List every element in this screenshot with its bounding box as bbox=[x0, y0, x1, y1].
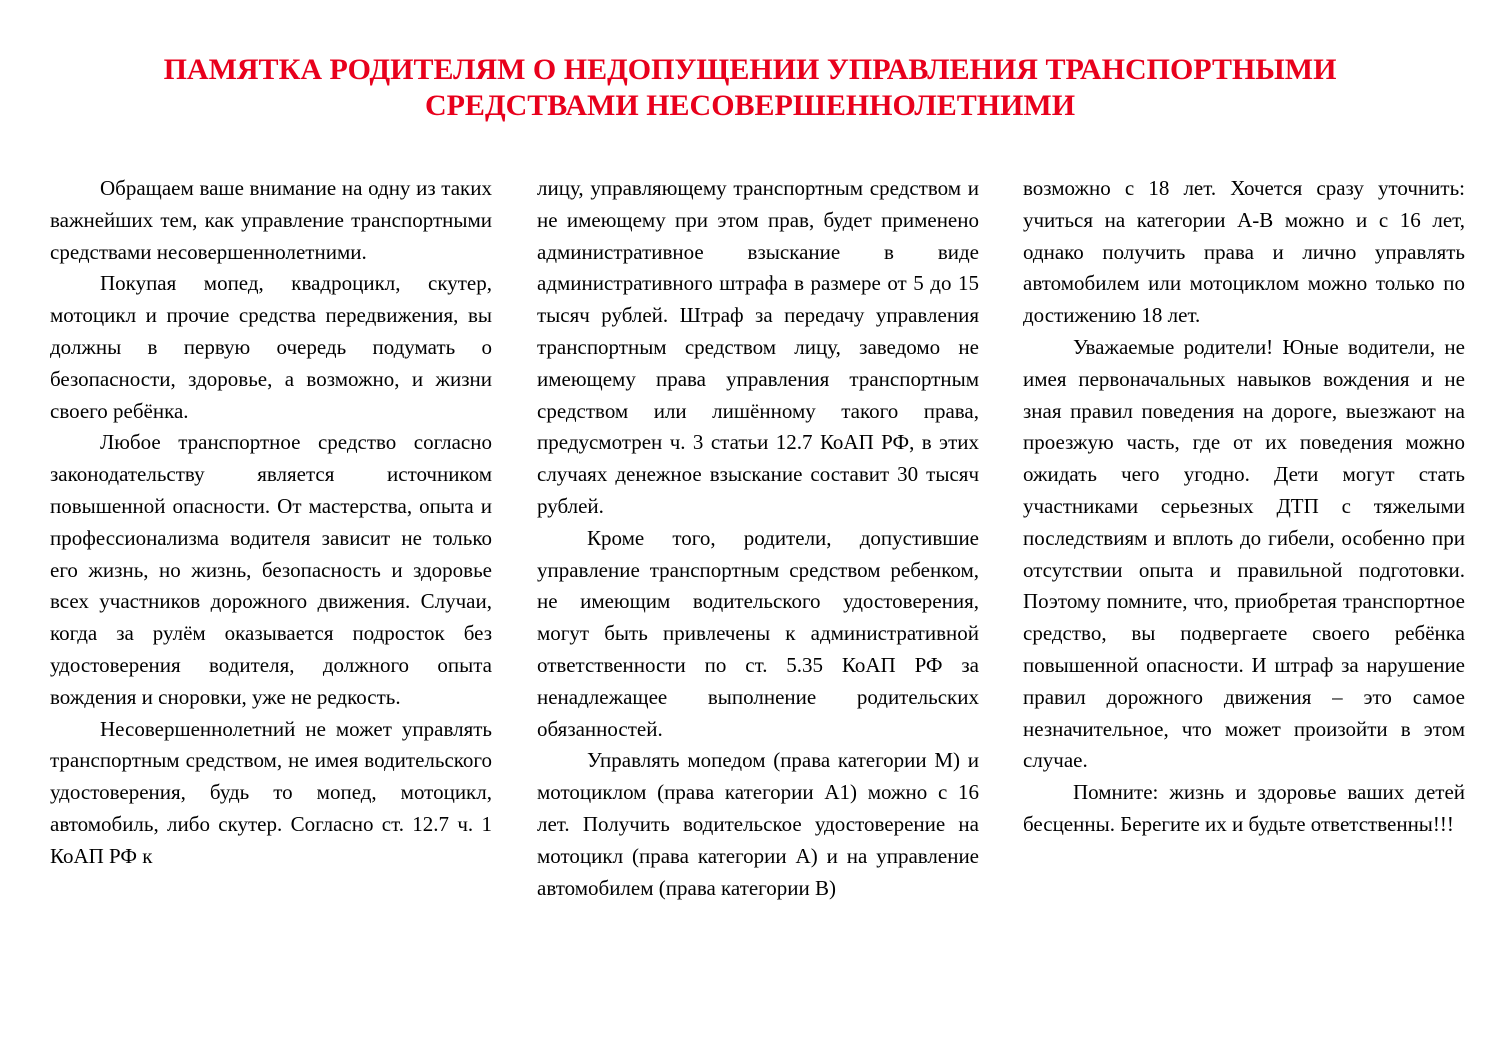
paragraph-continued: лицу, управляющему транспортным средством и не имеющему при этом прав, будет применено административное взыскание в виде административного штрафа в размере от 5 до 15 тысяч рублей. Штраф за передачу управления транспортным средством лицу, заведомо не имеющему права управления транспортным средством или лишённому такого права, предусмотрен ч. 3 статьи 12.7 КоАП РФ, в этих случаях денежное взыскание составит 30 тысяч рублей. bbox=[537, 176, 979, 518]
paragraph: Покупая мопед, квадроцикл, скутер, мотоцикл и прочие средства передвижения, вы должны в первую очередь подумать о безопасности, здоровье, а возможно, и жизни своего ребёнка. bbox=[50, 271, 492, 423]
page-title bbox=[100, 52, 1400, 124]
paragraph: Кроме того, родители, допустившие управление транспортным средством ребенком, не имеющим водительского удостоверения, могут быть привлечены к административной ответственности по ст. 5.35 КоАП РФ за ненадлежащее выполнение родительских обязанностей. bbox=[537, 525, 979, 741]
paragraph: Управлять мопедом (права категории М) и мотоциклом (права категории А1) можно с 16 лет. Получить водительское удостоверение на мотоцикл (права категории А) и на управление автомобилем (права категории В) bbox=[537, 748, 979, 900]
text-column-2 bbox=[537, 173, 979, 904]
paragraph: Обращаем ваше внимание на одну из таких важнейших тем, как управление транспортными средствами несовершеннолетними. bbox=[50, 176, 492, 264]
paragraph: Помните: жизнь и здоровье ваших детей бесценны. Берегите их и будьте ответственны!!! bbox=[1023, 780, 1465, 836]
page-title-line-2: СРЕДСТВАМИ НЕСОВЕРШЕННОЛЕТНИМИ bbox=[424, 89, 1076, 122]
page-title-line-1: ПАМЯТКА РОДИТЕЛЯМ О НЕДОПУЩЕНИИ УПРАВЛЕНИЯ ТРАНСПОРТНЫМИ bbox=[163, 53, 1337, 86]
paragraph: Уважаемые родители! Юные водители, не имея первоначальных навыков вождения и не зная правил поведения на дороге, выезжают на проезжую часть, где от их поведения можно ожидать чего угодно. Дети могут стать участниками серьезных ДТП с тяжелыми последствиям и вплоть до гибели, особенно при отсутствии опыта и правильной подготовки. Поэтому помните, что, приобретая транспортное средство, вы подвергаете своего ребёнка повышенной опасности. И штраф за нарушение правил дорожного движения – это самое незначительное, что может произойти в этом случае. bbox=[1023, 334, 1465, 773]
text-column-1 bbox=[50, 173, 492, 873]
text-column-3 bbox=[1023, 173, 1465, 841]
paragraph-continued: возможно с 18 лет. Хочется сразу уточнить: учиться на категории А-В можно и с 16 лет, однако получить права и лично управлять автомобилем или мотоциклом можно только по достижению 18 лет. bbox=[1023, 176, 1465, 328]
paragraph: Несовершеннолетний не может управлять транспортным средством, не имея водительского удостоверения, будь то мопед, мотоцикл, автомобиль, либо скутер. Согласно ст. 12.7 ч. 1 КоАП РФ к bbox=[50, 716, 492, 868]
paragraph: Любое транспортное средство согласно законодательству является источником повышенной опасности. От мастерства, опыта и профессионализма водителя зависит не только его жизнь, но жизнь, безопасность и здоровье всех участников дорожного движения. Случаи, когда за рулём оказывается подросток без удостоверения водителя, должного опыта вождения и сноровки, уже не редкость. bbox=[50, 430, 492, 709]
